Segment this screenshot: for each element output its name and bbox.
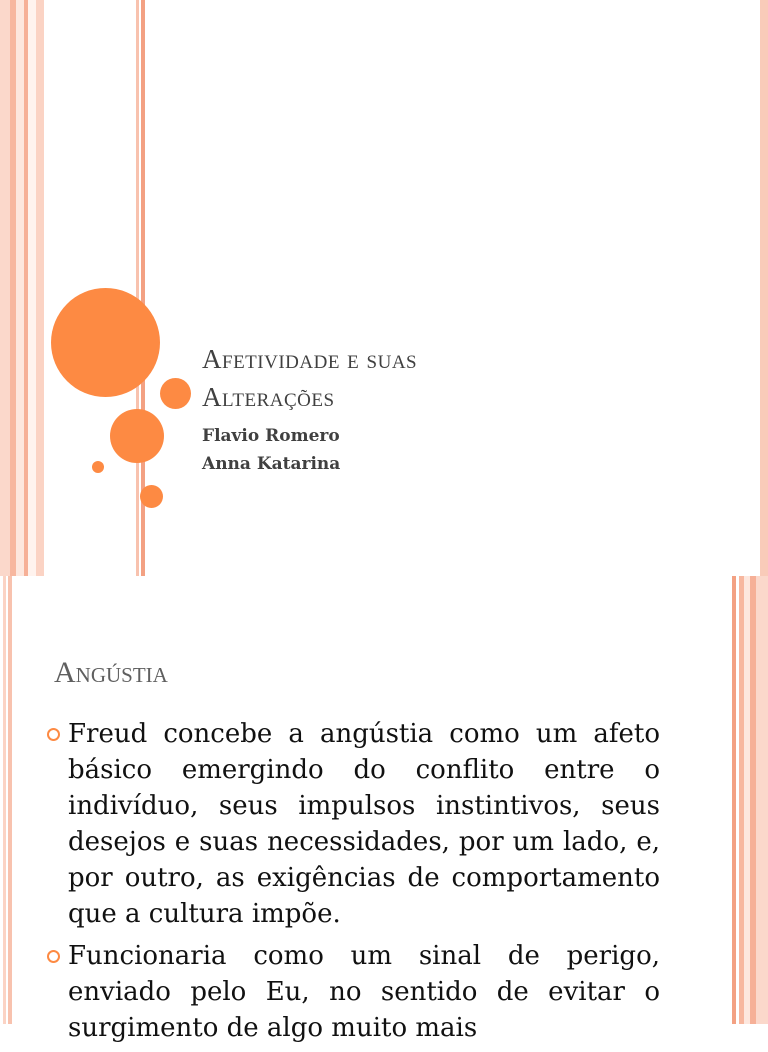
- bullet-text: Funcionaria como um sinal de perigo, enviado pelo Eu, no sentido de evitar o surgimento de algo muito mais: [68, 941, 660, 1043]
- author-2: Anna Katarina: [202, 454, 341, 474]
- author-1: Flavio Romero: [202, 426, 340, 446]
- slide-title-line-1: Afetividade e suas: [202, 344, 418, 374]
- decorative-stripes-right: [732, 576, 768, 1024]
- bullet-list: [44, 716, 660, 1052]
- slide-title-line-2: Alterações: [202, 382, 335, 412]
- section-title: Angústia: [54, 656, 168, 689]
- decorative-circle-small-lower: [140, 485, 163, 508]
- bullet-item: [44, 716, 660, 932]
- circle-bullet-icon: [47, 950, 60, 963]
- decorative-stripes-left: [0, 0, 150, 576]
- decorative-stripe-right: [758, 0, 768, 576]
- bullet-item: [44, 938, 660, 1046]
- bullet-text: Freud concebe a angústia como um afeto básico emergindo do conflito entre o indivíduo, seus impulsos instintivos, seus desejos e suas necessidades, por um lado, e, por outro, as exigências de comportamento que a cultura impõe.: [68, 719, 660, 929]
- decorative-circle-tiny: [92, 461, 104, 473]
- decorative-stripe-left: [0, 576, 12, 1024]
- slide-title: [202, 340, 742, 416]
- circle-bullet-icon: [47, 728, 60, 741]
- decorative-circle-small: [160, 378, 191, 409]
- content-slide: [0, 576, 768, 1043]
- decorative-circle-large: [51, 288, 160, 397]
- decorative-circle-medium: [110, 409, 164, 463]
